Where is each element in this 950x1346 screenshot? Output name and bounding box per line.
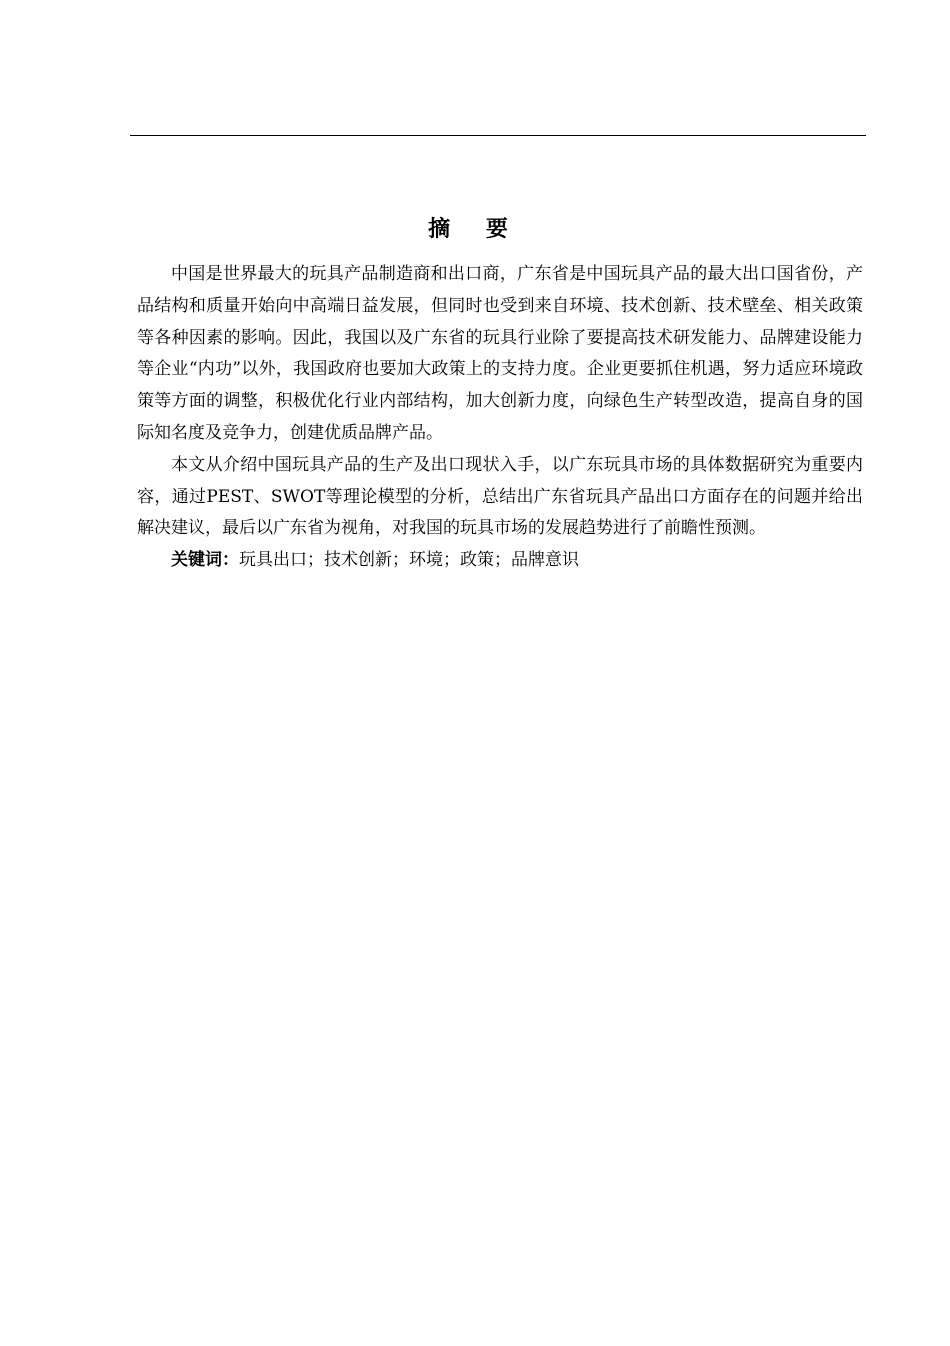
abstract-body <box>137 259 863 577</box>
abstract-title: 摘 要 <box>428 217 522 242</box>
keywords-label: 关键词： <box>171 550 239 571</box>
abstract-paragraph-2: 本文从介绍中国玩具产品的生产及出口现状入手，以广东玩具市场的具体数据研究为重要内容，通过PEST、SWOT等理论模型的分析，总结出广东省玩具产品出口方面存在的问题并给出解决建议，最后以广东省为视角，对我国的玩具市场的发展趋势进行了前瞻性预测。 <box>137 454 863 539</box>
header-rule <box>130 135 866 136</box>
keywords-text: 玩具出口；技术创新；环境；政策；品牌意识 <box>239 550 579 571</box>
keywords-line <box>137 545 863 577</box>
abstract-paragraph-1: 中国是世界最大的玩具产品制造商和出口商，广东省是中国玩具产品的最大出口国省份，产品结构和质量开始向中高端日益发展，但同时也受到来自环境、技术创新、技术壁垒、相关政策等各种因素的影响。因此，我国以及广东省的玩具行业除了要提高技术研发能力、品牌建设能力等企业“内功”以外，我国政府也要加大政策上的支持力度。企业更要抓住机遇，努力适应环境政策等方面的调整，积极优化行业内部结构，加大创新力度，向绿色生产转型改造，提高自身的国际知名度及竞争力，创建优质品牌产品。 <box>137 264 863 443</box>
